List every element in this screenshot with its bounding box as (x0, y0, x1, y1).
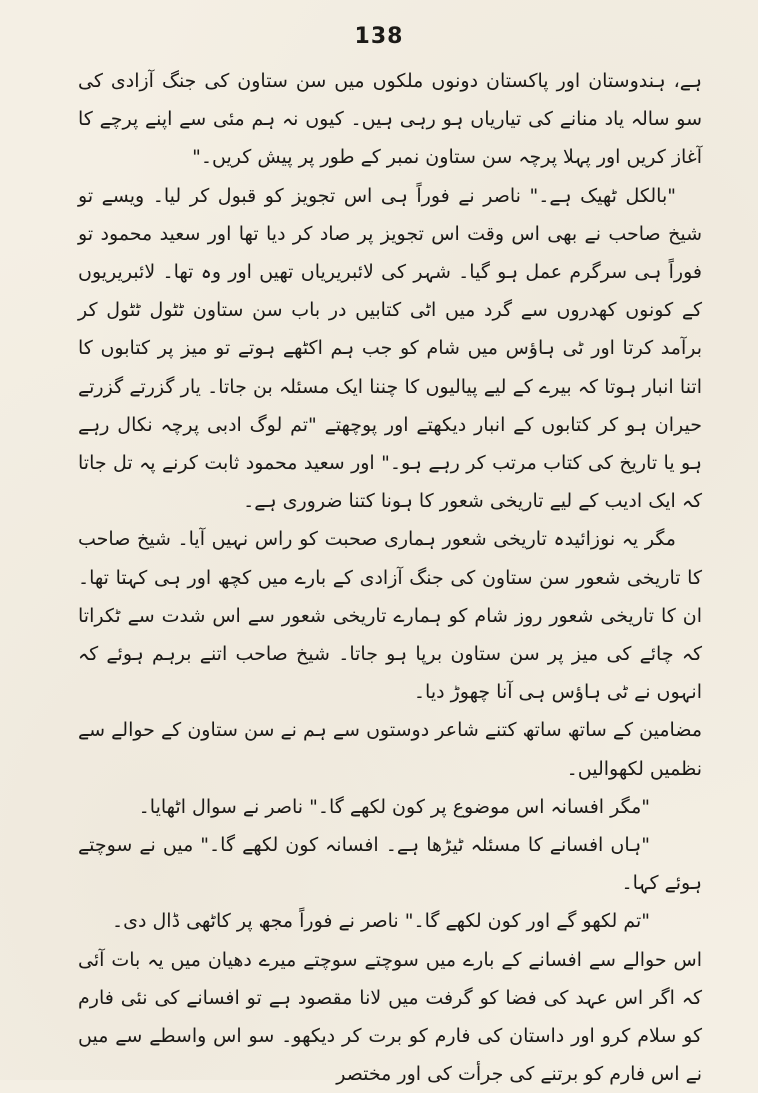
paragraph-continued: ہے، ہندوستان اور پاکستان دونوں ملکوں میں سن ستاون کی جنگ آزادی کی سو سالہ یاد منانے کی تیاریاں ہو رہی ہیں۔ کیوں نہ ہم مئی سے اپنے پرچے کا آغاز کریں اور پہلا پرچہ سن ستاون نمبر کے طور پر پیش کریں۔" (78, 70, 702, 169)
page-number: 138 (354, 24, 404, 49)
paragraph-dastan-form: اس حوالے سے افسانے کے بارے میں سوچتے سوچتے میرے دھیان میں یہ بات آئی کہ اگر اس عہد کی فضا کو گرفت میں لانا مقصود ہے تو افسانے کی نئی فارم کو سلام کرو اور داستان کی فارم کو برت کر دیکھو۔ سو اس واسطے سے میں نے اس فارم کو برتنے کی جرأت کی اور مختصر (78, 948, 702, 1086)
paragraph-tea-house: "بالکل ٹھیک ہے۔" ناصر نے فوراً ہی اس تجویز کو قبول کر لیا۔ ویسے تو شیخ صاحب نے بھی اس وقت اس تجویز پر صاد کر دیا تھا اور سعید محمود تو فوراً ہی سرگرم عمل ہو گیا۔ شہر کی لائبریریاں تھیں اور وہ تھا۔ لائبریریوں کے کونوں کھدروں سے گرد میں اٹی کتابیں در باب سن ستاون ٹٹول ٹٹول کر برآمد کرتا اور ٹی ہاؤس میں شام کو جب ہم اکٹھے ہوتے تو میز پر کتابوں کا اتنا انبار ہوتا کہ بیرے کے لیے پیالیوں کا چننا ایک مسئلہ بن جاتا۔ یار گزرتے گزرتے حیران ہو کر کتابوں کے انبار دیکھتے اور پوچھتے "تم لوگ ادبی پرچہ نکال رہے ہو یا تاریخ کی کتاب مرتب کر رہے ہو۔" اور سعید محمود ثابت کرنے پہ تل جاتا کہ ایک ادیب کے لیے تاریخی شعور کا ہونا کتنا ضروری ہے۔ (78, 184, 702, 513)
dialog-line-narrator-reply: "ہاں افسانے کا مسئلہ ٹیڑھا ہے۔ افسانہ کون لکھے گا۔" میں نے سوچتے ہوئے کہا۔ (78, 834, 702, 895)
paragraph-poems: مضامین کے ساتھ ساتھ کتنے شاعر دوستوں سے ہم نے سن ستاون کے حوالے سے نظمیں لکھوالیں۔ (78, 719, 702, 780)
dialog-line-nasir-question: "مگر افسانہ اس موضوع پر کون لکھے گا۔" ناصر نے سوال اٹھایا۔ (138, 795, 650, 818)
dialog-line-nasir-answer: "تم لکھو گے اور کون لکھے گا۔" ناصر نے فوراً مجھ پر کاٹھی ڈال دی۔ (112, 910, 650, 933)
page-body-text (78, 62, 702, 1093)
paragraph-historical-sense: مگر یہ نوزائیدہ تاریخی شعور ہماری صحبت کو راس نہیں آیا۔ شیخ صاحب کا تاریخی شعور سن ستاون کی جنگ آزادی کے بارے میں کچھ اور ہی کہتا تھا۔ ان کا تاریخی شعور روز شام کو ہمارے تاریخی شعور سے اس شدت سے ٹکراتا کہ چائے کی میز پر سن ستاون برپا ہو جاتا۔ شیخ صاحب اتنے برہم ہوئے کہ انہوں نے ٹی ہاؤس ہی آنا چھوڑ دیا۔ (78, 528, 702, 704)
